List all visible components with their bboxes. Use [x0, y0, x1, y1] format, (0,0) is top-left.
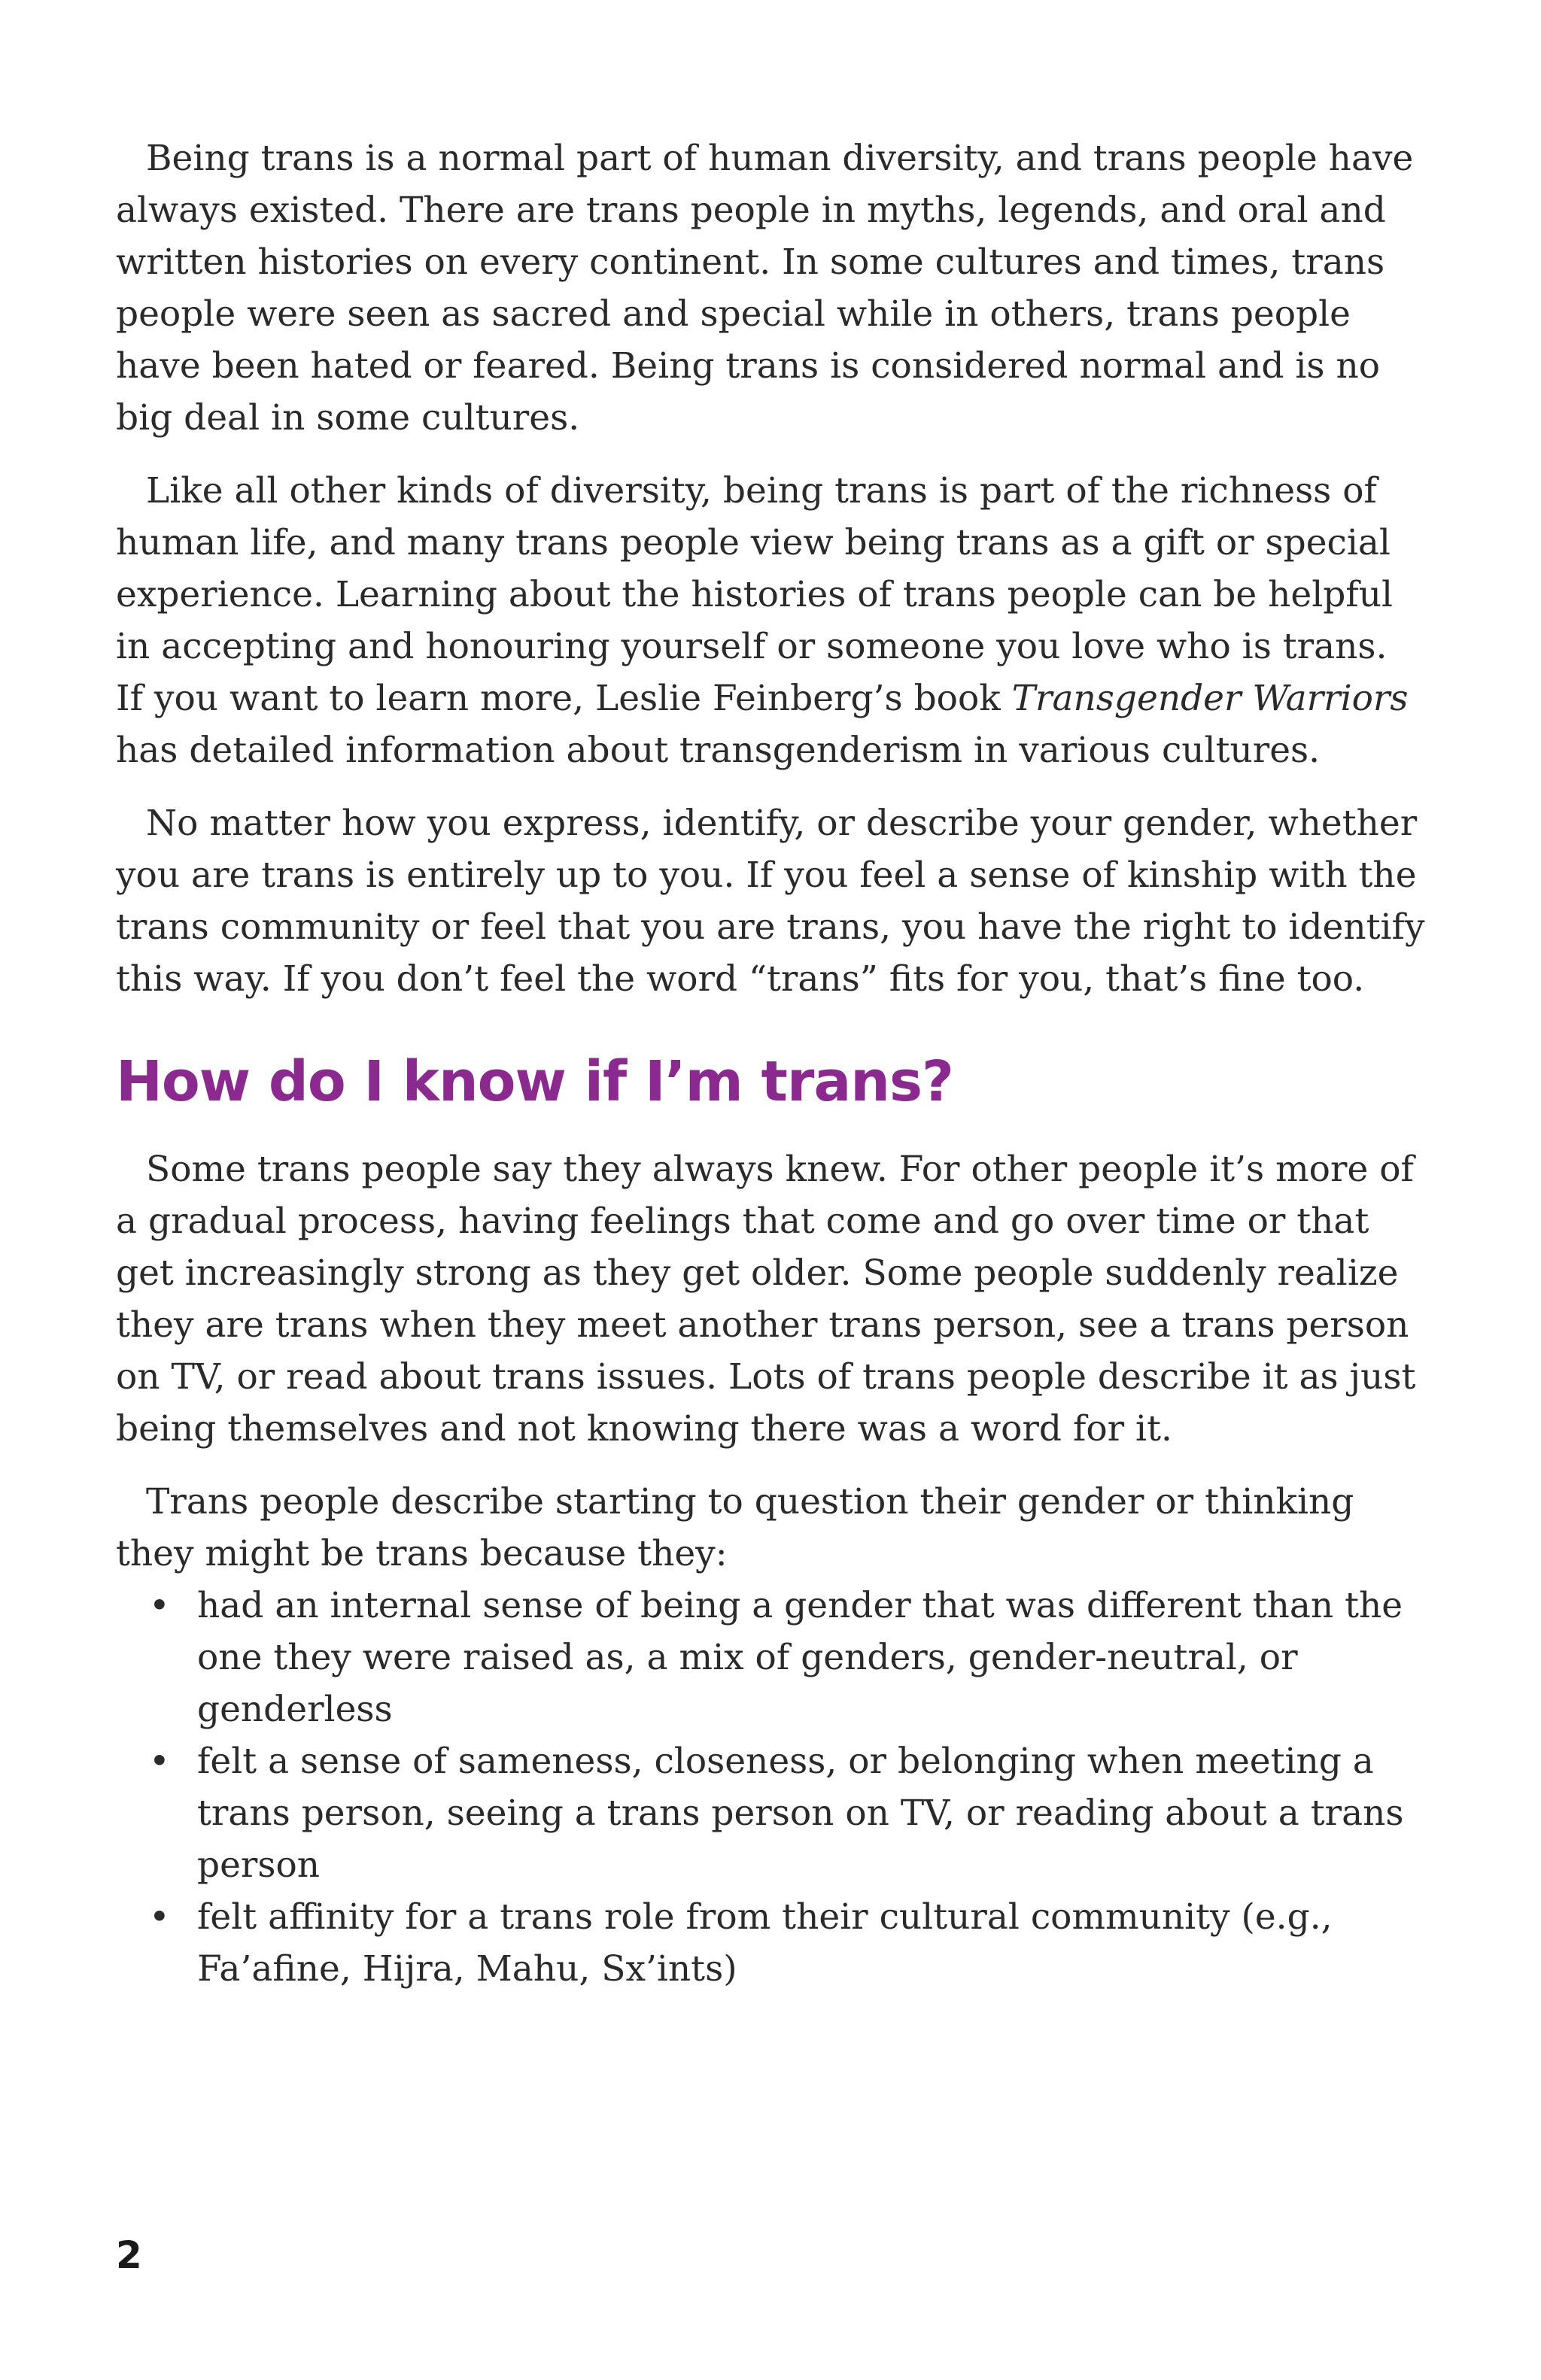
- list-item-text: felt a sense of sameness, closeness, or belonging when meeting a trans person, seeing a trans person on TV, or reading about a trans person: [197, 1741, 1404, 1886]
- bullet-icon: •: [149, 1896, 170, 1938]
- list-item-text: had an internal sense of being a gender that was different than the one they were raised as, a mix of genders, gender-neutral, or genderless: [197, 1585, 1403, 1730]
- identity-paragraph: No matter how you express, identify, or describe your gender, whether you are trans is entirely up to you. If you feel a sense of kinship with the trans community or feel that you are trans, you have the right to identify this way. If you don’t feel the word “trans” fits for you, that’s fine too.: [116, 803, 1425, 1000]
- knowing-paragraph: Some trans people say they always knew. For other people it’s more of a gradual process, having feelings that come and go over time or that get increasingly strong as they get older. Some people suddenly realize they are trans when they meet another trans person, see a trans person on TV, or read about trans issues. Lots of trans people describe it as just being themselves and not knowing there was a word for it.: [116, 1149, 1416, 1450]
- list-item: [116, 1580, 1425, 1735]
- diversity-paragraph-text-end: has detailed information about transgenderism in various cultures.: [116, 730, 1321, 771]
- list-item: [116, 1735, 1425, 1891]
- section-heading: How do I know if I’m trans?: [116, 1049, 953, 1114]
- book-title: Transgender Warriors: [1011, 678, 1409, 719]
- intro-paragraph: Being trans is a normal part of human diversity, and trans people have always existed. There are trans people in myths, legends, and oral and written histories on every continent. In some cultures and times, trans people were seen as sacred and special while in others, trans people have been hated or feared. Being trans is considered normal and is no big deal in some cultures.: [116, 138, 1414, 439]
- list-item-text: felt affinity for a trans role from their cultural community (e.g., Fa’afine, Hijra, Mahu, Sx’ints): [197, 1896, 1333, 1990]
- question-intro-paragraph: Trans people describe starting to question their gender or thinking they might be trans because they:: [116, 1481, 1354, 1574]
- bullet-icon: •: [149, 1741, 170, 1782]
- diversity-paragraph: [116, 465, 1425, 776]
- bullet-icon: •: [149, 1585, 170, 1626]
- page-number: 2: [116, 2233, 142, 2277]
- diversity-paragraph-text: Like all other kinds of diversity, being trans is part of the richness of human life, and many trans people view being trans as a gift or special experience. Learning about the histories of trans people can be helpful in accepting and honouring yourself or someone you love who is trans. If you want to learn more, Leslie Feinberg’s book: [116, 470, 1394, 719]
- reasons-list: [116, 1580, 1425, 1995]
- page-content: [116, 132, 1425, 1995]
- list-item: [116, 1891, 1425, 1995]
